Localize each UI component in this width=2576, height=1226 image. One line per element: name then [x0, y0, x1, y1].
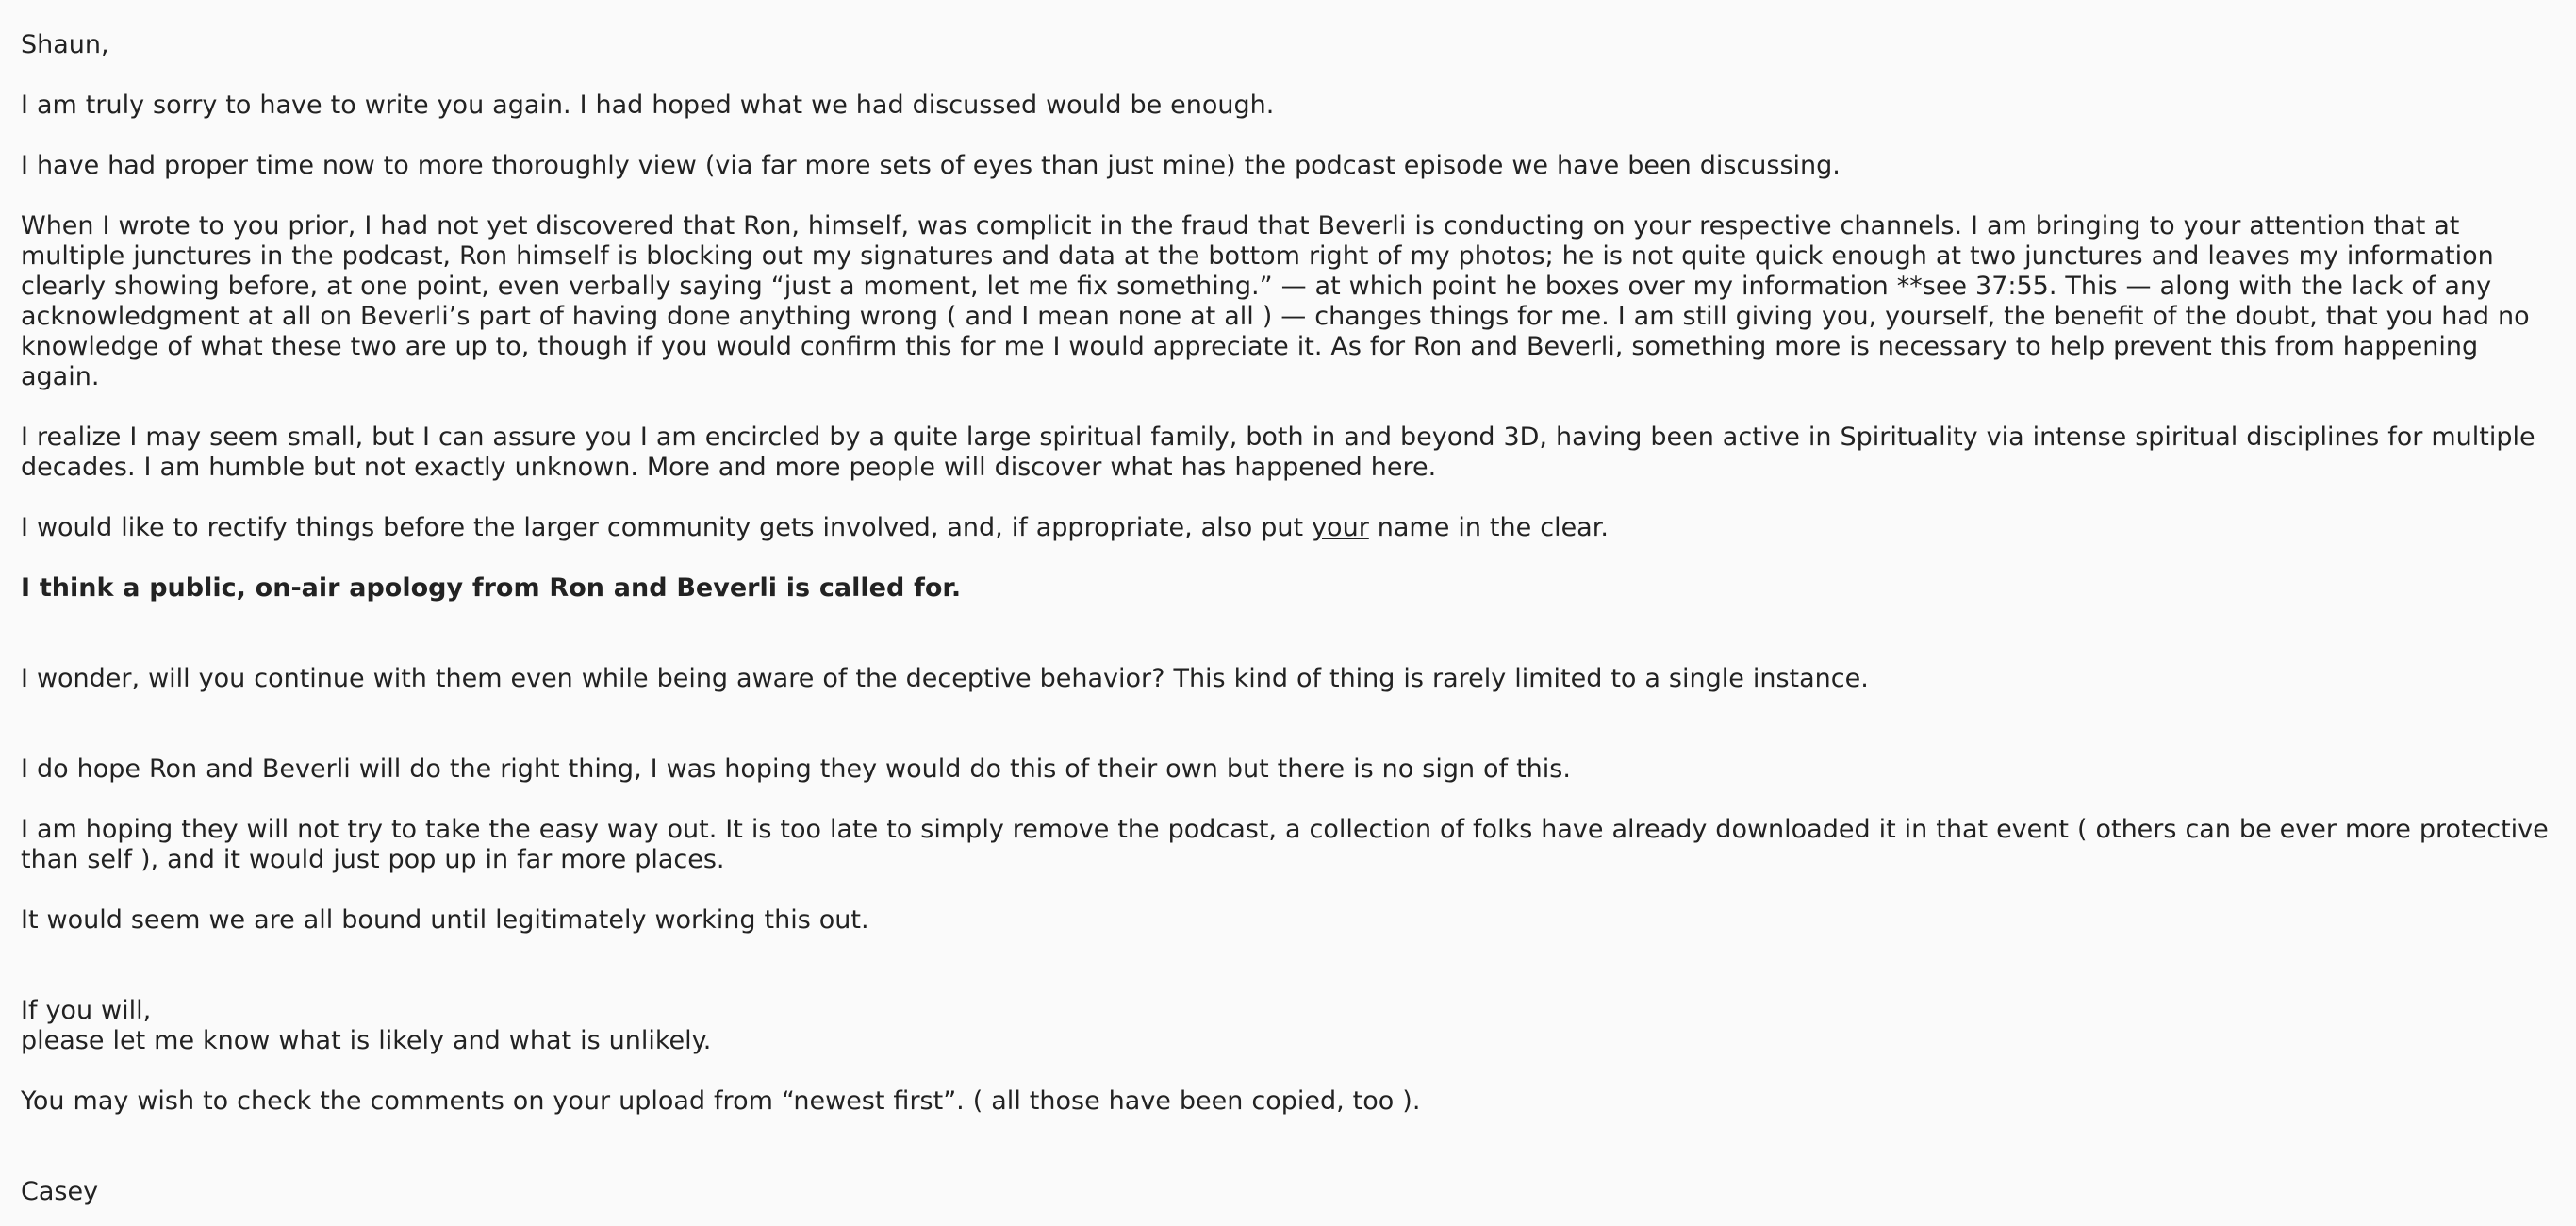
rectify-text-start: I would like to rectify things before the larger community gets involved, and, if appropriate, also put — [21, 513, 1313, 542]
spacer — [21, 1147, 2559, 1177]
paragraph-spiritual-family: I realize I may seem small, but I can assure you I am encircled by a quite large spiritual family, both in and beyond 3D, having been active in Spirituality via intense spiritual disciplines for multiple decades. I am humble but not exactly unknown. More and more people will discover what has happened here. — [21, 422, 2535, 482]
paragraph-bound: It would seem we are all bound until legitimately working this out. — [21, 905, 869, 935]
signature: Casey — [21, 1177, 99, 1206]
paragraph-apology-request: I think a public, on-air apology from Ron and Beverli is called for. — [21, 573, 962, 603]
paragraph-comments: You may wish to check the comments on your upload from “newest first”. ( all those have been copied, too ). — [21, 1086, 1421, 1116]
rectify-text-end: name in the clear. — [1368, 513, 1609, 542]
spacer — [21, 724, 2559, 754]
paragraph-rectify — [21, 513, 2559, 543]
spacer — [21, 966, 2559, 996]
salutation: Shaun, — [21, 30, 109, 59]
paragraph-right-thing: I do hope Ron and Beverli will do the right thing, I was hoping they would do this of their own but there is no sign of this. — [21, 754, 1571, 784]
paragraph-let-me-know: please let me know what is likely and what is unlikely. — [21, 1026, 712, 1055]
paragraph-if-you-will: If you will, — [21, 996, 152, 1025]
paragraph-easy-way-out: I am hoping they will not try to take the easy way out. It is too late to simply remove the podcast, a collection of folks have already downloaded it in that event ( others can be ever more protective than self ), and it would just pop up in far more places. — [21, 815, 2549, 874]
underlined-your: your — [1312, 513, 1369, 542]
paragraph-apology-intro: I am truly sorry to have to write you again. I had hoped what we had discussed would be enough. — [21, 91, 1275, 120]
paragraph-viewed-episode: I have had proper time now to more thoroughly view (via far more sets of eyes than just mine) the podcast episode we have been discussing. — [21, 151, 1841, 180]
paragraph-continue-question: I wonder, will you continue with them even while being aware of the deceptive behavior? This kind of thing is rarely limited to a single instance. — [21, 664, 1869, 693]
paragraph-fraud-details: When I wrote to you prior, I had not yet discovered that Ron, himself, was complicit in the fraud that Beverli is conducting on your respective channels. I am bringing to your attention that at multiple junctures in the podcast, Ron himself is blocking out my signatures and data at the bottom right of my photos; he is not quite quick enough at two junctures and leaves my information clearly showing before, at one point, even verbally saying “just a moment, let me fix something.” — at which point he boxes over my information **see 37:55. This — along with the lack of any acknowledgment at all on Beverli’s part of having done anything wrong ( and I mean none at all ) — changes things for me. I am still giving you, yourself, the benefit of the doubt, that you had no knowledge of what these two are up to, though if you would confirm this for me I would appreciate it. As for Ron and Beverli, something more is necessary to help prevent this from happening again. — [21, 211, 2530, 391]
spacer — [21, 634, 2559, 664]
